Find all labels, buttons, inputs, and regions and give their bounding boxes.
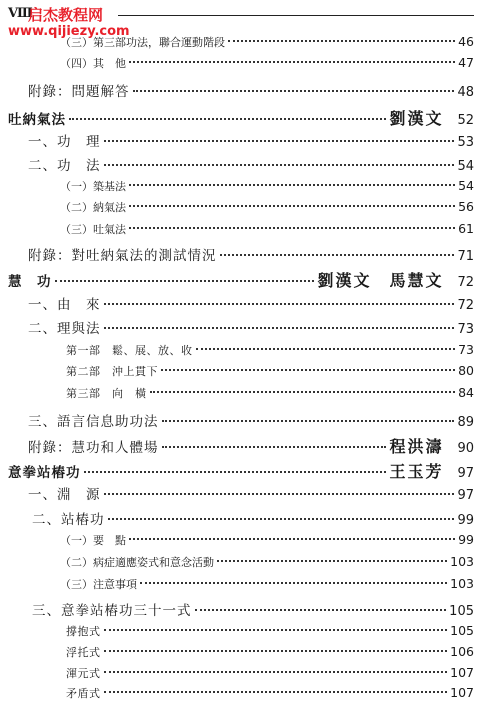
toc-entry-page: 105	[449, 604, 474, 619]
toc-entry-author: 劉漢文 馬慧文	[317, 271, 444, 290]
toc-entry-title: 第一部 鬆、展、放、收	[66, 344, 193, 357]
toc-entry	[60, 178, 474, 194]
toc-entry-page: 107	[450, 665, 474, 680]
toc-entry-title: 三、語言信息助功法	[28, 414, 159, 430]
toc-entry-page: 89	[457, 415, 474, 430]
toc-entry	[28, 483, 474, 503]
toc-entry	[66, 385, 474, 401]
toc-entry	[66, 363, 474, 379]
toc-entry-title: 二、功 法	[28, 158, 101, 174]
toc-entry-title: 一、淵 源	[28, 487, 101, 503]
toc-entry	[66, 685, 474, 701]
toc-entry-page: 97	[457, 466, 474, 481]
dot-leader	[104, 164, 455, 166]
toc-entry-title: 渾元式	[66, 667, 101, 680]
toc-entry-title: 附錄：慧功和人體場	[28, 440, 159, 456]
toc-entry-title: 一、功 理	[28, 134, 101, 150]
dot-leader	[195, 609, 447, 611]
dot-leader	[133, 90, 455, 92]
toc-entry-page: 103	[450, 576, 474, 591]
dot-leader	[55, 280, 315, 282]
toc-entry-title: 一、由 來	[28, 297, 101, 313]
toc-entry-page: 52	[457, 113, 474, 128]
toc-entry-page: 84	[458, 385, 474, 400]
toc-entry-page: 105	[450, 623, 474, 638]
toc-entry	[60, 532, 474, 548]
toc-entry	[28, 244, 474, 264]
dot-leader	[104, 493, 455, 495]
toc-entry-title: （一）要 點	[60, 534, 126, 547]
toc-entry	[60, 576, 474, 592]
dot-leader	[129, 227, 455, 229]
toc-entry-page: 47	[458, 55, 474, 70]
dot-leader	[161, 369, 455, 371]
toc-entry	[60, 554, 474, 570]
toc-entry-page: 54	[458, 178, 474, 193]
watermark-site-name: 启杰教程网	[28, 6, 104, 24]
dot-leader	[129, 184, 455, 186]
toc-entry-title: 三、意拳站樁功三十一式	[32, 603, 192, 619]
toc-entry	[66, 665, 474, 681]
toc-entry-title: （四）其 他	[60, 57, 126, 70]
toc-entry	[28, 154, 474, 174]
dot-leader	[104, 691, 448, 693]
dot-leader	[220, 254, 455, 256]
dot-leader	[104, 671, 448, 673]
toc-entry-title: 意拳站樁功	[8, 465, 81, 481]
toc-entry-title: 慧 功	[8, 274, 52, 290]
toc-entry-page: 53	[457, 135, 474, 150]
dot-leader	[129, 205, 455, 207]
toc-entry-page: 72	[457, 275, 474, 290]
toc-entry-page: 72	[457, 298, 474, 313]
toc-entry-title: 二、站樁功	[32, 512, 105, 528]
toc-entry-author: 王玉芳	[389, 462, 444, 481]
toc-entry-title: （一）築基法	[60, 180, 126, 193]
toc-entry-page: 97	[457, 488, 474, 503]
toc-entry	[8, 106, 474, 129]
dot-leader	[129, 61, 455, 63]
toc-entry-title: 矛盾式	[66, 687, 101, 700]
toc-entry	[28, 434, 474, 457]
toc-entry-author: 劉漢文	[389, 109, 444, 128]
toc-entry-title: （二）納氣法	[60, 201, 126, 214]
dot-leader	[196, 348, 456, 350]
toc-entry	[32, 508, 474, 528]
dot-leader	[228, 40, 455, 42]
toc-entry	[8, 459, 474, 482]
toc-entry-title: 附錄：對吐納氣法的測試情況	[28, 248, 217, 264]
page-number: Ⅷ	[8, 6, 32, 21]
toc-entry	[66, 644, 474, 660]
toc-entry	[28, 80, 474, 100]
dot-leader	[84, 471, 387, 473]
toc-entry	[60, 199, 474, 215]
toc-entry	[66, 623, 474, 639]
toc-entry-title: 第三部 向 橫	[66, 387, 147, 400]
toc-entry	[28, 293, 474, 313]
toc-entry-page: 99	[457, 513, 474, 528]
toc-entry-page: 71	[457, 249, 474, 264]
toc-entry	[28, 410, 474, 430]
toc-entry	[60, 55, 474, 71]
dot-leader	[162, 446, 387, 448]
toc-entry-author: 程洪濤	[389, 437, 444, 456]
toc-entry-title: 二、理與法	[28, 321, 101, 337]
dot-leader	[104, 327, 455, 329]
toc-entry	[32, 599, 474, 619]
dot-leader	[104, 629, 448, 631]
dot-leader	[104, 140, 455, 142]
toc-entry-title: （三）第三部功法，聯合運動階段	[60, 36, 225, 49]
toc-entry-page: 90	[457, 441, 474, 456]
toc-entry-title: （二）病症適應姿式和意念活動	[60, 556, 214, 569]
toc-entry-title: 吐納氣法	[8, 112, 66, 128]
toc-entry-page: 54	[457, 159, 474, 174]
toc-entry-title: 浮托式	[66, 646, 101, 659]
dot-leader	[104, 650, 448, 652]
toc-entry-page: 46	[458, 34, 474, 49]
dot-leader	[69, 118, 386, 120]
toc-entry	[60, 34, 474, 50]
toc-entry-page: 73	[457, 322, 474, 337]
toc-entry-page: 107	[450, 685, 474, 700]
toc-entry	[60, 221, 474, 237]
dot-leader	[162, 420, 455, 422]
toc-entry	[28, 130, 474, 150]
toc-entry-page: 73	[458, 342, 474, 357]
dot-leader	[108, 518, 455, 520]
toc-entry-page: 61	[458, 221, 474, 236]
toc-entry	[28, 317, 474, 337]
dot-leader	[140, 582, 447, 584]
toc-entry	[66, 342, 474, 358]
toc-entry-title: 第二部 沖上貫下	[66, 365, 158, 378]
dot-leader	[104, 303, 455, 305]
toc-entry-title: （三）注意事項	[60, 578, 137, 591]
toc-entry	[8, 268, 474, 291]
toc-entry-page: 80	[458, 363, 474, 378]
dot-leader	[150, 391, 456, 393]
toc-entry-title: 撐抱式	[66, 625, 101, 638]
dot-leader	[217, 560, 447, 562]
toc-entry-page: 99	[458, 532, 474, 547]
toc-entry-page: 103	[450, 554, 474, 569]
toc-entry-title: （三）吐氣法	[60, 223, 126, 236]
dot-leader	[129, 538, 455, 540]
toc-entry-page: 106	[450, 644, 474, 659]
toc-entry-page: 48	[457, 85, 474, 100]
toc-entry-page: 56	[458, 199, 474, 214]
toc-entry-title: 附錄：問題解答	[28, 84, 130, 100]
watermark-site-url: www.qijiezy.com	[8, 24, 130, 39]
